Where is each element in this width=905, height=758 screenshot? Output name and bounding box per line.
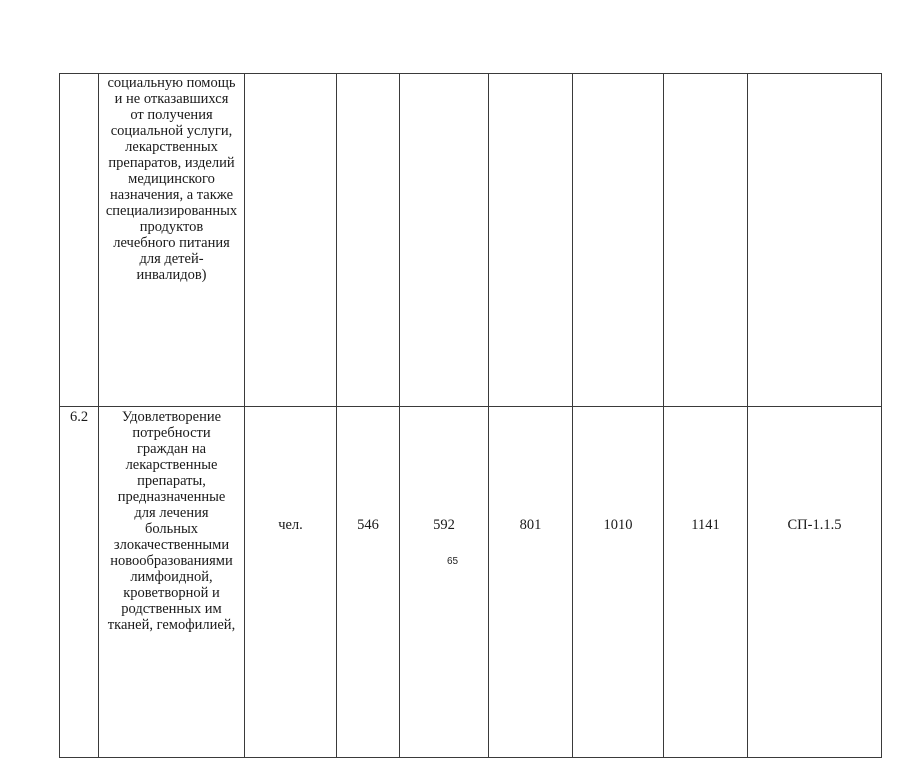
row-number xyxy=(60,74,99,407)
description-line: лекарственные xyxy=(125,457,218,473)
value-cell xyxy=(489,74,573,407)
description-line: для лечения xyxy=(134,505,209,521)
value-cell xyxy=(337,74,400,407)
description-line: злокачественными xyxy=(113,537,230,553)
value-cell: 1141 xyxy=(664,407,748,758)
description-line: социальную помощь xyxy=(107,75,236,91)
description-line: социальной услуги, xyxy=(110,123,233,139)
value-cell xyxy=(400,74,489,407)
value-cell xyxy=(573,74,664,407)
description-line: лечебного питания xyxy=(113,235,230,251)
value-cell: 801 xyxy=(489,407,573,758)
table-row xyxy=(60,407,882,758)
code-cell xyxy=(748,74,882,407)
value-cell: 546 xyxy=(337,407,400,758)
description-line: родственных им xyxy=(121,601,222,617)
description-line: лекарственных xyxy=(125,139,218,155)
page-number: 65 xyxy=(446,556,459,567)
row-description xyxy=(99,74,245,407)
description-line: предназначенные xyxy=(117,489,226,505)
description-line: тканей, гемофилией, xyxy=(107,617,236,633)
description-line: продуктов xyxy=(139,219,204,235)
value-cell xyxy=(664,74,748,407)
description-line: лимфоидной, xyxy=(130,569,213,585)
description-line: для детей- xyxy=(139,251,204,267)
description-line: больных xyxy=(144,521,199,537)
description-line: новообразованиями xyxy=(110,553,233,569)
value-cell: 1010 xyxy=(573,407,664,758)
description-line: препараты, xyxy=(137,473,206,489)
data-table xyxy=(59,73,882,758)
description-line: инвалидов) xyxy=(136,267,207,283)
description-line: препаратов, изделий xyxy=(108,155,235,171)
code-cell: СП-1.1.5 xyxy=(748,407,882,758)
table-row xyxy=(60,74,882,407)
value-cell: 592 xyxy=(400,407,489,758)
description-line: потребности xyxy=(132,425,211,441)
row-number: 6.2 xyxy=(60,407,99,758)
unit-cell: чел. xyxy=(245,407,337,758)
description-line: специализированных xyxy=(105,203,238,219)
unit-cell xyxy=(245,74,337,407)
description-line: назначения, а также xyxy=(109,187,234,203)
description-line: граждан на xyxy=(136,441,207,457)
row-description xyxy=(99,407,245,758)
description-line: от получения xyxy=(130,107,213,123)
description-line: Удовлетворение xyxy=(121,409,222,425)
description-line: и не отказавшихся xyxy=(114,91,229,107)
description-line: медицинского xyxy=(128,171,215,187)
description-line: кроветворной и xyxy=(123,585,220,601)
